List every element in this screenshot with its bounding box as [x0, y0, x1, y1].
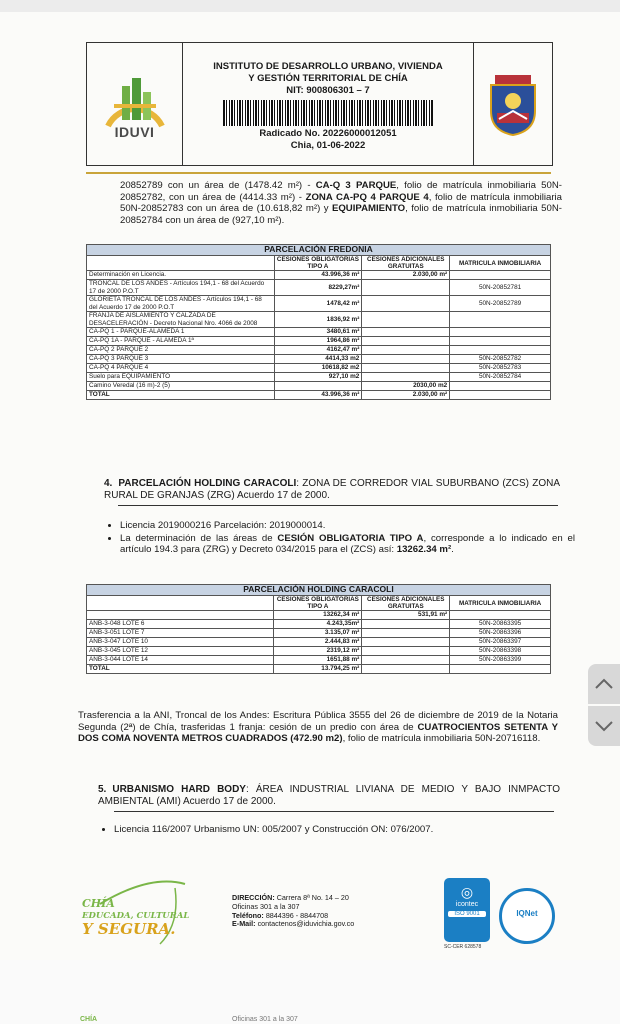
- email-value[interactable]: contactenos@iduvichia.gov.co: [257, 919, 355, 929]
- email-label: E-Mail:: [232, 919, 256, 929]
- fredonia-cell: CA-PQ 1A - PARQUE - ALAMEDA 1ª: [87, 337, 275, 346]
- fredonia-cell: CA-PQ 4 PARQUE 4: [87, 364, 275, 373]
- phone-value: 8844396 - 8844708: [265, 910, 329, 920]
- caracoli-row: [87, 620, 551, 629]
- chevron-down-icon: [594, 720, 614, 732]
- caracoli-cell: ANB-3-051 LOTE 7: [87, 629, 274, 638]
- intro-paragraph: [120, 180, 562, 226]
- section-4-text: : ZONA DE CORREDOR VIAL SUBURBANO (ZCS) ZONA RURAL DE GRANJAS (ZRG) Acuerdo 17 de 2000.: [104, 478, 560, 501]
- transfer-paragraph: [78, 710, 558, 745]
- fredonia-cell: Determinación en Licencia.: [87, 271, 275, 280]
- place-date: Chia, 01-06-2022: [290, 139, 366, 151]
- document-header: [86, 42, 553, 166]
- institute-name-line2: Y GESTIÓN TERRITORIAL DE CHÍA: [248, 72, 408, 84]
- fredonia-cell: [362, 312, 450, 328]
- fredonia-cell: [274, 382, 362, 391]
- caracoli-cell: 1651,88 m²: [274, 656, 362, 665]
- caracoli-cell: 2319,12 m²: [274, 647, 362, 656]
- fredonia-header-cell: [87, 256, 275, 271]
- fredonia-row: [87, 346, 551, 355]
- caracoli-cell: 50N-20863395: [450, 620, 551, 629]
- fredonia-cell: [362, 280, 450, 296]
- address-value: Carrera 8ª No. 14 – 20: [276, 893, 349, 902]
- intro-bold-1: CA-Q 3 PARQUE: [315, 180, 397, 191]
- caracoli-row: [87, 656, 551, 665]
- bullet-text-2: , corresponde a lo indicado en el artículo 194.3 para (ZRG) y Decreto 034/2015 para el (ZCS) así:: [120, 532, 575, 555]
- caracoli-cell: 50N-20863396: [450, 629, 551, 638]
- caracoli-cell: 50N-20863397: [450, 638, 551, 647]
- caracoli-row: [87, 611, 551, 620]
- fredonia-cell: 50N-20852784: [450, 373, 551, 382]
- fredonia-cell: [362, 328, 450, 337]
- bullet-licencia: • Licencia 2019000216 Parcelación: 2019000014.: [120, 520, 575, 532]
- iqnet-certification: [499, 888, 555, 944]
- fredonia-cell: [450, 391, 551, 400]
- fredonia-cell: 1478,42 m²: [274, 296, 362, 312]
- fredonia-row: [87, 271, 551, 280]
- fredonia-cell: Suelo para EQUIPAMIENTO: [87, 373, 275, 382]
- caracoli-cell: ANB-3-048 LOTE 6: [87, 620, 274, 629]
- fredonia-cell: 50N-20852789: [450, 296, 551, 312]
- section-5: [98, 784, 560, 808]
- nit-number: NIT: 900806301 – 7: [286, 84, 370, 96]
- fredonia-cell: 2.030,00 m²: [362, 391, 450, 400]
- transfer-text-1: Trasferencia a la ANI, Troncal de los Andes: Escritura Pública 3555 del 26 de diciembre de 2019 de la Notaria Segunda (2ª) de Chía, trasferidas 1 franja: cesión de un predio con área de: [78, 710, 558, 733]
- transfer-text-2: , folio de matrícula inmobiliaria 50N-20716118.: [342, 733, 541, 744]
- fredonia-cell: 2030,00 m2: [362, 382, 450, 391]
- next-page-strip: [0, 960, 620, 1024]
- scroll-down-button[interactable]: [588, 706, 620, 746]
- caracoli-cell: [362, 638, 450, 647]
- section-5-title: URBANISMO HARD BODY: [112, 784, 246, 795]
- barcode: [223, 100, 433, 126]
- fredonia-cell: 50N-20852781: [450, 280, 551, 296]
- fredonia-cell: CA-PQ 1 - PARQUE-ALAMEDA 1: [87, 328, 275, 337]
- section-5-bullets: [100, 824, 574, 837]
- logo-text: IDUVI: [114, 124, 155, 140]
- bullet-bold-1: CESIÓN OBLIGATORIA TIPO A: [277, 532, 424, 544]
- fredonia-cell: [362, 373, 450, 382]
- slogan-line-1: CHÍA: [82, 897, 115, 910]
- caracoli-cell: [362, 620, 450, 629]
- fredonia-row: [87, 391, 551, 400]
- transfer-bold-1: CUATROCIENTOS SETENTA Y DOS COMA NOVENTA METROS CUADRADOS (472.90 m2): [78, 721, 558, 744]
- fredonia-cell: [450, 271, 551, 280]
- icontec-icon: ◎: [460, 884, 474, 900]
- section-5-underline: [114, 811, 554, 812]
- caracoli-header-cell: MATRICULA INMOBILIARIA: [450, 596, 551, 611]
- fredonia-cell: FRANJA DE AISLAMIENTO Y CALZADA DE DESACELERACIÓN - Decreto Nacional Nro. 4066 de 2008: [87, 312, 275, 328]
- caracoli-header-cell: CESIONES ADICIONALES GRATUITAS: [362, 596, 450, 611]
- chia-seal: [474, 43, 552, 165]
- fredonia-cell: [362, 337, 450, 346]
- fredonia-header-cell: CESIONES OBLIGATORIAS TIPO A: [274, 256, 362, 271]
- caracoli-cell: ANB-3-045 LOTE 12: [87, 647, 274, 656]
- fredonia-row: [87, 312, 551, 328]
- table-parcelacion-fredonia: [86, 244, 551, 400]
- fredonia-cell: [450, 312, 551, 328]
- fredonia-cell: Camino Veredal (16 m)-2 (5): [87, 382, 275, 391]
- icontec-certification: [444, 878, 490, 942]
- caracoli-cell: [87, 611, 274, 620]
- fredonia-cell: 10618,82 m2: [274, 364, 362, 373]
- slogan-text: [82, 897, 189, 936]
- caracoli-cell: [362, 665, 450, 674]
- fredonia-cell: CA-PQ 3 PARQUE 3: [87, 355, 275, 364]
- header-divider: [86, 172, 551, 174]
- intro-text-2: , folio de matrícula inmobiliaria 50N-20852782, con un área de (4414.33 m²) -: [120, 180, 562, 203]
- fredonia-row: [87, 328, 551, 337]
- section-4-bullets: [106, 520, 575, 557]
- fredonia-cell: 8229,27m²: [274, 280, 362, 296]
- fredonia-cell: [362, 355, 450, 364]
- caracoli-cell: 3.135,07 m²: [274, 629, 362, 638]
- fredonia-cell: 3480,61 m²: [274, 328, 362, 337]
- fredonia-cell: 50N-20852782: [450, 355, 551, 364]
- caracoli-cell: 50N-20863399: [450, 656, 551, 665]
- coat-of-arms-icon: [485, 71, 541, 137]
- fredonia-row: [87, 337, 551, 346]
- fredonia-cell: GLORIETA TRONCAL DE LOS ANDES - Artículos 194,1 - 68 del Acuerdo 17 de 2000 P.O.T: [87, 296, 275, 312]
- caracoli-cell: TOTAL: [87, 665, 274, 674]
- bullet-text-3: .: [451, 544, 454, 555]
- caracoli-row: [87, 629, 551, 638]
- offices-line: Oficinas 301 a la 307: [232, 901, 300, 911]
- section-4-title: PARCELACIÓN HOLDING CARACOLI: [118, 478, 297, 489]
- fredonia-cell: 2.030,00 m²: [362, 271, 450, 280]
- table-parcelacion-holding-caracoli: [86, 584, 551, 674]
- header-title-block: [183, 43, 474, 165]
- iso-label: ISO 9001: [448, 911, 486, 917]
- caracoli-cell: 13262,34 m²: [274, 611, 362, 620]
- bullet-bold-2: 13262.34 m²: [396, 544, 452, 555]
- radicado-number: Radicado No. 20226000012051: [259, 127, 397, 139]
- intro-bold-2: ZONA CA-PQ 4 PARQUE 4: [305, 191, 429, 203]
- fredonia-row: [87, 280, 551, 296]
- next-page-address-fragment: Oficinas 301 a la 307: [232, 1016, 298, 1023]
- fredonia-cell: 1836,92 m²: [274, 312, 362, 328]
- caracoli-cell: 531,91 m²: [362, 611, 450, 620]
- caracoli-header-cell: [87, 596, 274, 611]
- fredonia-header-cell: MATRICULA INMOBILIARIA: [450, 256, 551, 271]
- address-label: DIRECCIÓN:: [232, 893, 275, 902]
- email-line: [232, 920, 354, 929]
- caracoli-row: [87, 638, 551, 647]
- fredonia-row: [87, 364, 551, 373]
- fredonia-cell: CA-PQ 2 PARQUE 2: [87, 346, 275, 355]
- intro-bold-3: EQUIPAMIENTO: [331, 203, 406, 214]
- fredonia-cell: TOTAL: [87, 391, 275, 400]
- fredonia-cell: 50N-20852783: [450, 364, 551, 373]
- fredonia-cell: [450, 337, 551, 346]
- slogan-line-2: EDUCADA, CULTURAL: [82, 911, 190, 921]
- caracoli-caption: PARCELACIÓN HOLDING CARACOLI: [87, 585, 551, 596]
- caracoli-cell: [450, 611, 551, 620]
- icontec-label: icontec: [455, 901, 479, 908]
- fredonia-row: [87, 382, 551, 391]
- scroll-up-button[interactable]: [588, 664, 620, 704]
- bullet-determinacion: [120, 533, 575, 556]
- fredonia-row: [87, 355, 551, 364]
- bullet-licencia-116: • Licencia 116/2007 Urbanismo UN: 005/2007 y Construcción ON: 076/2007.: [114, 824, 574, 836]
- fredonia-header-cell: CESIONES ADICIONALES GRATUITAS: [362, 256, 450, 271]
- section-4: [104, 478, 560, 502]
- fredonia-cell: 4162,47 m²: [274, 346, 362, 355]
- caracoli-cell: ANB-3-047 LOTE 10: [87, 638, 274, 647]
- intro-text-3: , folio de matrícula inmobiliaria 50N-20852783 con un área de (10.618,82 m²) y: [120, 191, 562, 214]
- intro-text-1: 20852789 con un área de (1478.42 m²) -: [120, 180, 316, 191]
- cert-number: SC-CER 628578: [444, 944, 482, 950]
- fredonia-cell: 1964,86 m²: [274, 337, 362, 346]
- iduvi-logo-icon: [100, 68, 170, 128]
- institute-name-line1: INSTITUTO DE DESARROLLO URBANO, VIVIENDA: [213, 60, 443, 72]
- caracoli-cell: [362, 647, 450, 656]
- bullet-text-1: La determinación de las áreas de: [120, 532, 278, 544]
- fredonia-cell: 4414,33 m2: [274, 355, 362, 364]
- caracoli-cell: [362, 629, 450, 638]
- chevron-up-icon: [594, 678, 614, 690]
- fredonia-row: [87, 296, 551, 312]
- caracoli-cell: 4.243,35m²: [274, 620, 362, 629]
- phone-label: Teléfono:: [232, 910, 264, 920]
- intro-text-4: , folio de matrícula inmobiliaria 50N-20852784 con un área de (927,10 m²).: [120, 203, 562, 226]
- caracoli-row: [87, 665, 551, 674]
- fredonia-cell: TRONCAL DE LOS ANDES - Artículos 194,1 - 68 del Acuerdo 17 de 2000 P.O.T: [87, 280, 275, 296]
- iduvi-logo: [87, 43, 183, 165]
- section-5-text: : ÁREA INDUSTRIAL LIVIANA DE MEDIO Y BAJO INMPACTO AMBIENTAL (AMI) Acuerdo 17 de 2000.: [98, 784, 560, 807]
- caracoli-header-cell: CESIONES OBLIGATORIAS TIPO A: [274, 596, 362, 611]
- next-page-slogan-fragment: CHÍA: [80, 1016, 98, 1023]
- contact-info: [232, 894, 354, 929]
- fredonia-cell: [450, 328, 551, 337]
- fredonia-caption: PARCELACIÓN FREDONIA: [87, 245, 551, 256]
- caracoli-cell: 2.444,83 m²: [274, 638, 362, 647]
- fredonia-cell: [450, 382, 551, 391]
- fredonia-cell: [362, 346, 450, 355]
- caracoli-cell: 13.794,25 m²: [274, 665, 362, 674]
- fredonia-row: [87, 373, 551, 382]
- fredonia-cell: 927,10 m2: [274, 373, 362, 382]
- caracoli-cell: [450, 665, 551, 674]
- fredonia-cell: [362, 296, 450, 312]
- caracoli-row: [87, 647, 551, 656]
- section-4-underline: [118, 505, 558, 506]
- fredonia-cell: 43.996,36 m²: [274, 391, 362, 400]
- slogan-line-3: Y SEGURA.: [82, 920, 176, 938]
- caracoli-cell: 50N-20863398: [450, 647, 551, 656]
- fredonia-cell: 43.996,36 m²: [274, 271, 362, 280]
- iqnet-label: IQNet: [516, 909, 538, 918]
- fredonia-cell: [362, 364, 450, 373]
- section-5-number: 5.: [98, 784, 107, 795]
- fredonia-cell: [450, 346, 551, 355]
- document-page: [0, 12, 620, 960]
- section-4-number: 4.: [104, 478, 113, 489]
- caracoli-cell: ANB-3-044 LOTE 14: [87, 656, 274, 665]
- caracoli-cell: [362, 656, 450, 665]
